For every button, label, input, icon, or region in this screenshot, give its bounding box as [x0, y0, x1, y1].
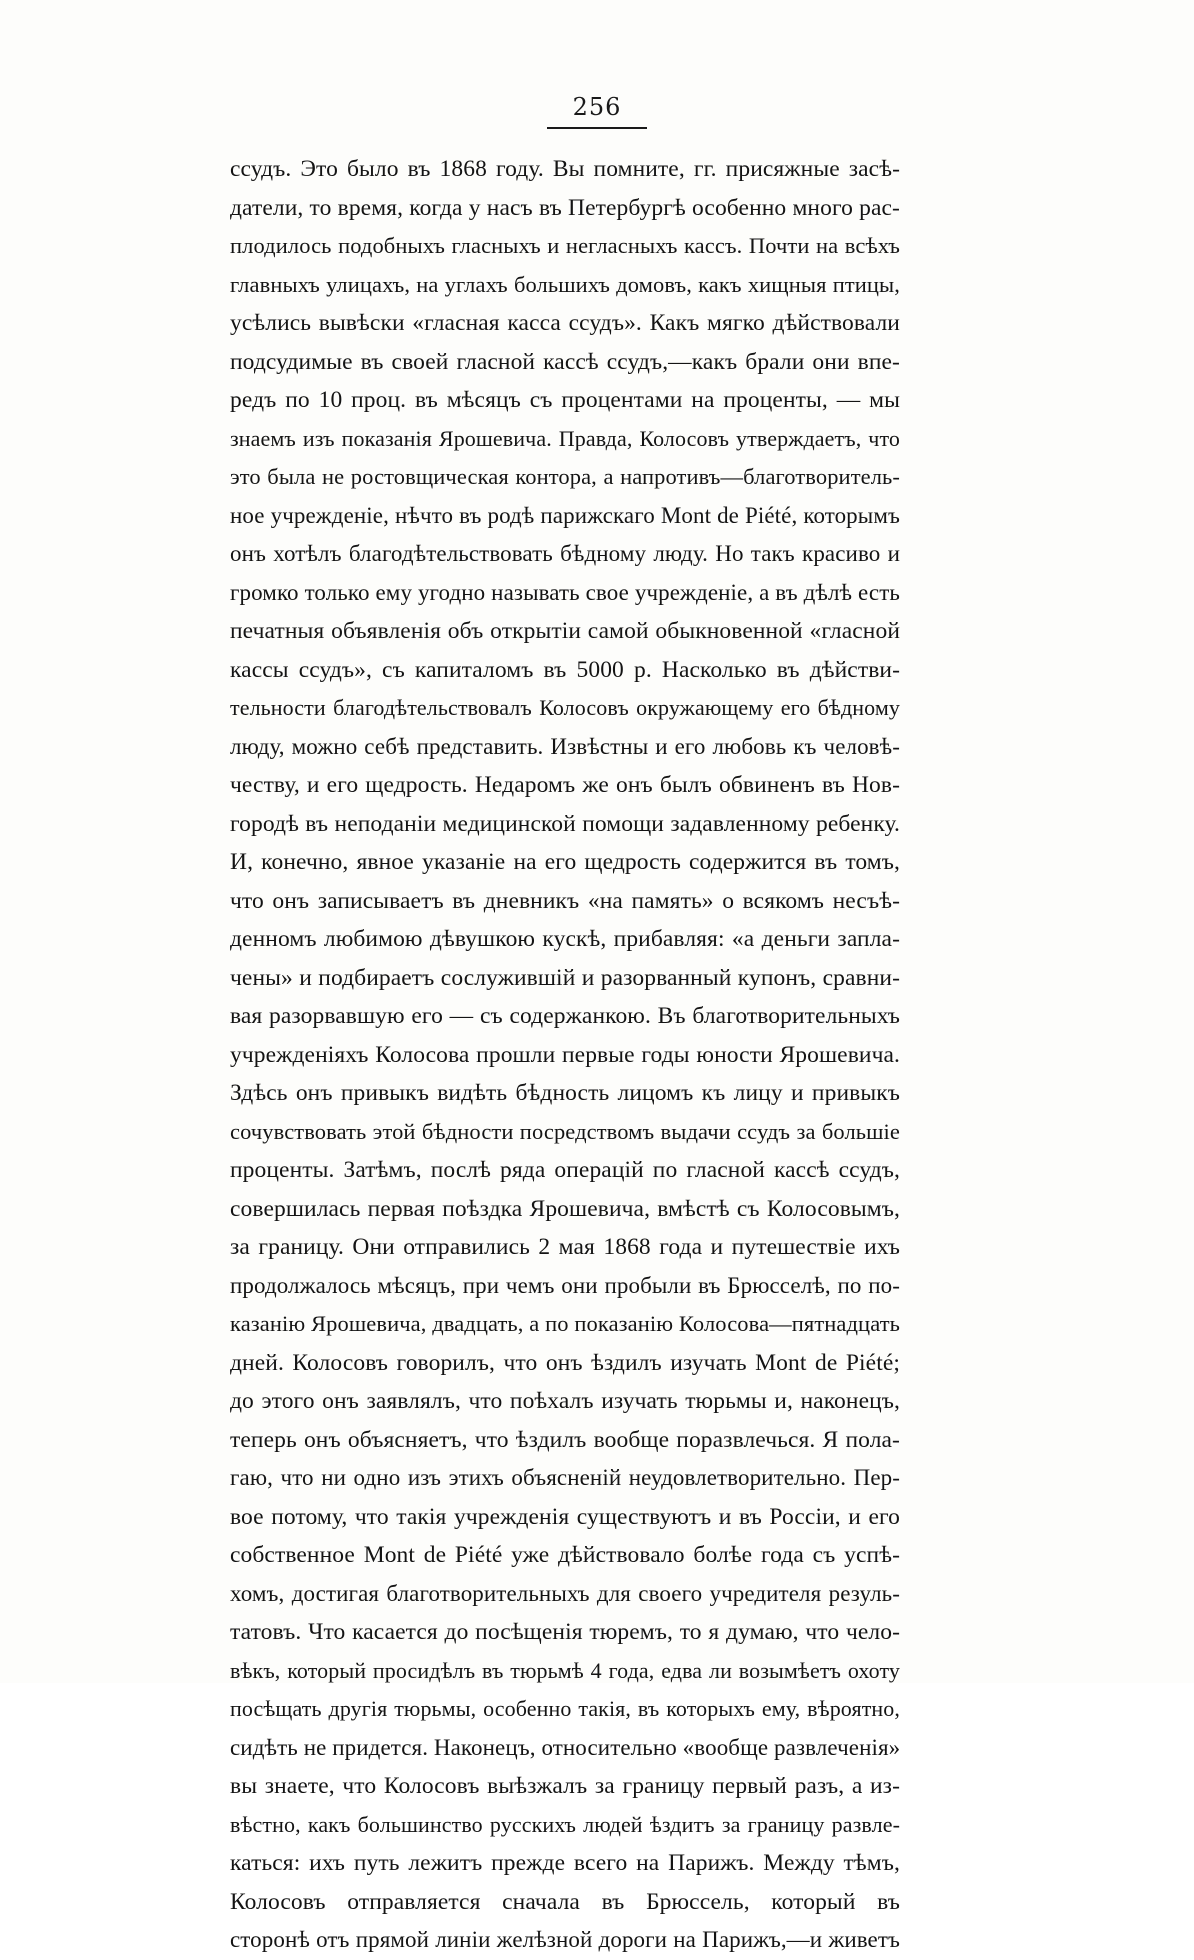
text-line: вѣкъ, который просидѣлъ въ тюрьмѣ 4 года, едва ли возымѣетъ охоту: [230, 1657, 900, 1683]
text-line: Здѣсь онъ привыкъ видѣть бѣдность лицомъ къ лицу и привыкъ: [230, 1080, 900, 1106]
text-line: ссудъ. Это было въ 1868 году. Вы помните, гг. присяжные засѣ-: [230, 156, 900, 182]
text-line: тельности благодѣтельствовалъ Колосовъ окружающему его бѣдному: [230, 695, 900, 720]
text-line: редъ по 10 проц. въ мѣсяцъ съ процентами на проценты, — мы: [230, 387, 900, 413]
text-line: казанію Ярошевича, двадцать, а по показанію Колосова—пятнадцать: [230, 1311, 900, 1336]
text-line: денномъ любимою дѣвушкою кускѣ, прибавляя: «а деньги запла-: [230, 926, 900, 952]
text-line: Колосовъ отправляется сначала въ Брюссель, который въ: [230, 1888, 900, 1915]
text-line: сочувствовать этой бѣдности посредствомъ выдачи ссудъ за большіе: [230, 1118, 900, 1144]
text-line: за границу. Они отправились 2 мая 1868 года и путешествіе ихъ: [230, 1234, 900, 1260]
text-line: сторонѣ отъ прямой линіи желѣзной дороги на Парижъ,—и живетъ: [230, 1927, 900, 1952]
text-line: усѣлись вывѣски «гласная касса ссудъ». Какъ мягко дѣйствовали: [230, 310, 900, 336]
text-line: онъ хотѣлъ благодѣтельствовать бѣдному люду. Но такъ красиво и: [230, 541, 900, 566]
text-line: что онъ записываетъ въ дневникъ «на память» о всякомъ несъѣ-: [230, 887, 900, 914]
text-line: печатныя объявленія объ открытіи самой обыкновенной «гласной: [230, 618, 900, 644]
text-line: главныхъ улицахъ, на углахъ большихъ домовъ, какъ хищныя птицы,: [230, 271, 900, 297]
text-line: хомъ, достигая благотворительныхъ для своего учредителя резуль-: [230, 1580, 900, 1606]
text-line: проценты. Затѣмъ, послѣ ряда операцій по гласной кассѣ ссудъ,: [230, 1157, 900, 1183]
text-line: совершилась первая поѣздка Ярошевича, вмѣстѣ съ Колосовымъ,: [230, 1195, 900, 1222]
text-line: до этого онъ заявлялъ, что поѣхалъ изучать тюрьмы и, наконецъ,: [230, 1388, 900, 1414]
text-line: честву, и его щедрость. Недаромъ же онъ былъ обвиненъ въ Нов-: [230, 772, 900, 798]
text-line: теперь онъ объясняетъ, что ѣздилъ вообще поразвлечься. Я пола-: [230, 1426, 900, 1453]
text-line: знаемъ изъ показанія Ярошевича. Правда, Колосовъ утверждаетъ, что: [230, 425, 900, 451]
body-text: [230, 150, 900, 1960]
text-line: плодилось подобныхъ гласныхъ и негласныхъ кассъ. Почти на всѣхъ: [230, 233, 900, 258]
text-line: люду, можно себѣ представить. Извѣстны и его любовь къ человѣ-: [230, 733, 900, 759]
text-line: И, конечно, явное указаніе на его щедрость содержится въ томъ,: [230, 849, 900, 875]
text-line: сидѣть не придется. Наконецъ, относительно «вообще развлеченія»: [230, 1734, 901, 1760]
page-number-rule: [547, 127, 647, 129]
text-line: дней. Колосовъ говорилъ, что онъ ѣздилъ изучать Mont de Piété;: [230, 1349, 900, 1376]
page-number: 256: [572, 93, 622, 121]
text-line: громко только ему угодно называть свое учрежденіе, а въ дѣлѣ есть: [230, 579, 900, 605]
text-line: городѣ въ неподаніи медицинской помощи задавленному ребенку.: [230, 810, 900, 837]
text-line: каться: ихъ путь лежитъ прежде всего на Парижъ. Между тѣмъ,: [230, 1850, 900, 1876]
text-line: татовъ. Что касается до посѣщенія тюремъ, то я думаю, что чело-: [230, 1619, 900, 1645]
text-line: посѣщать другія тюрьмы, особенно такія, въ которыхъ ему, вѣроятно,: [230, 1696, 900, 1721]
text-line: кассы ссудъ», съ капиталомъ въ 5000 р. Насколько въ дѣйстви-: [230, 656, 900, 683]
text-line: это была не ростовщическая контора, а напротивъ—благотворитель-: [230, 464, 900, 489]
text-line: ное учрежденіе, нѣчто въ родѣ парижскаго Mont de Piété, которымъ: [230, 502, 900, 528]
text-line: датели, то время, когда у насъ въ Петербургѣ особенно много рас-: [230, 194, 900, 221]
text-line: собственное Mont de Piété уже дѣйствовало болѣе года съ успѣ-: [230, 1542, 900, 1568]
text-line: чены» и подбираетъ сослужившій и разорванный купонъ, сравни-: [230, 964, 900, 991]
text-line: вая разорвавшую его — съ содержанкою. Въ благотворительныхъ: [230, 1003, 900, 1029]
text-line: гаю, что ни одно изъ этихъ объясненій неудовлетворительно. Пер-: [230, 1465, 900, 1490]
text-line: подсудимые въ своей гласной кассѣ ссудъ,—какъ брали они впе-: [230, 348, 900, 375]
text-line: вы знаете, что Колосовъ выѣзжалъ за границу первый разъ, а из-: [230, 1773, 900, 1799]
text-line: вѣстно, какъ большинство русскихъ людей ѣздитъ за границу развле-: [230, 1811, 900, 1837]
text-line: продолжалось мѣсяцъ, при чемъ они пробыли въ Брюсселѣ, по по-: [230, 1272, 900, 1298]
text-line: учрежденіяхъ Колосова прошли первые годы юности Ярошевича.: [230, 1041, 900, 1068]
text-line: вое потому, что такія учрежденія существуютъ и въ Россіи, и его: [230, 1503, 900, 1530]
